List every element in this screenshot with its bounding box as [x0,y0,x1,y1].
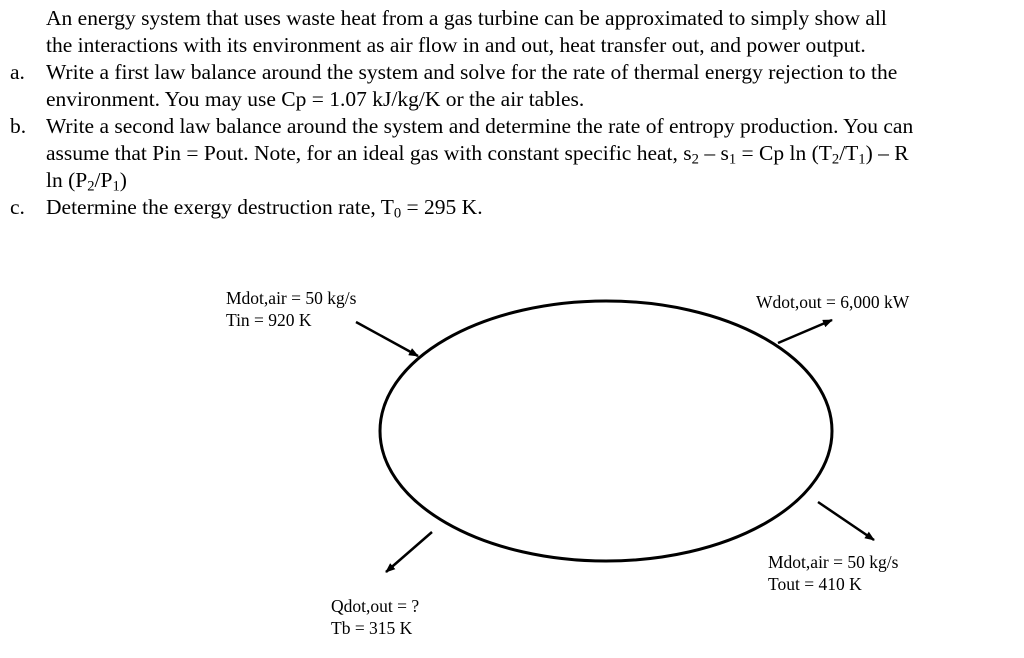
work-arrow [778,320,832,343]
system-boundary [380,301,832,561]
part-a-label: a. [10,60,25,84]
heat-rejection-label: Qdot,out = ? Tb = 315 K [331,596,420,638]
inlet-arrow [356,322,418,356]
part-c-text: Determine the exergy destruction rate, $T_0 = 295$ K. [46,195,483,222]
outlet-arrow [818,502,874,540]
outlet-flow-label: Mdot,air = 50 kg/s Tout = 410 K [768,552,899,594]
part-b-label: b. [10,114,27,138]
problem-intro: An energy system that uses waste heat from a gas turbine can be approximated to simply show all the interactions with its environment as air flow in and out, heat transfer out, and power output. [46,6,887,57]
heat-arrow [386,532,432,572]
part-b-text: Write a second law balance around the system and determine the rate of entropy production. You can assume that Pin = Pout. Note, for an ideal gas with constant specific heat, $s_2 - s_1 = Cp$ $\ln (T_2/T_1)$ – R $\ln (P_2/P_1)$ [46,114,914,195]
part-a-text: Write a first law balance around the system and solve for the rate of thermal energy rejection to the environment. You may use Cp = 1.07 kJ/kg/K or the air tables. [46,60,898,111]
inlet-flow-label: Mdot,air = 50 kg/s Tin = 920 K [226,288,357,330]
part-c-label: c. [10,195,25,219]
work-output-label: Wdot,out = 6,000 kW [756,292,910,312]
